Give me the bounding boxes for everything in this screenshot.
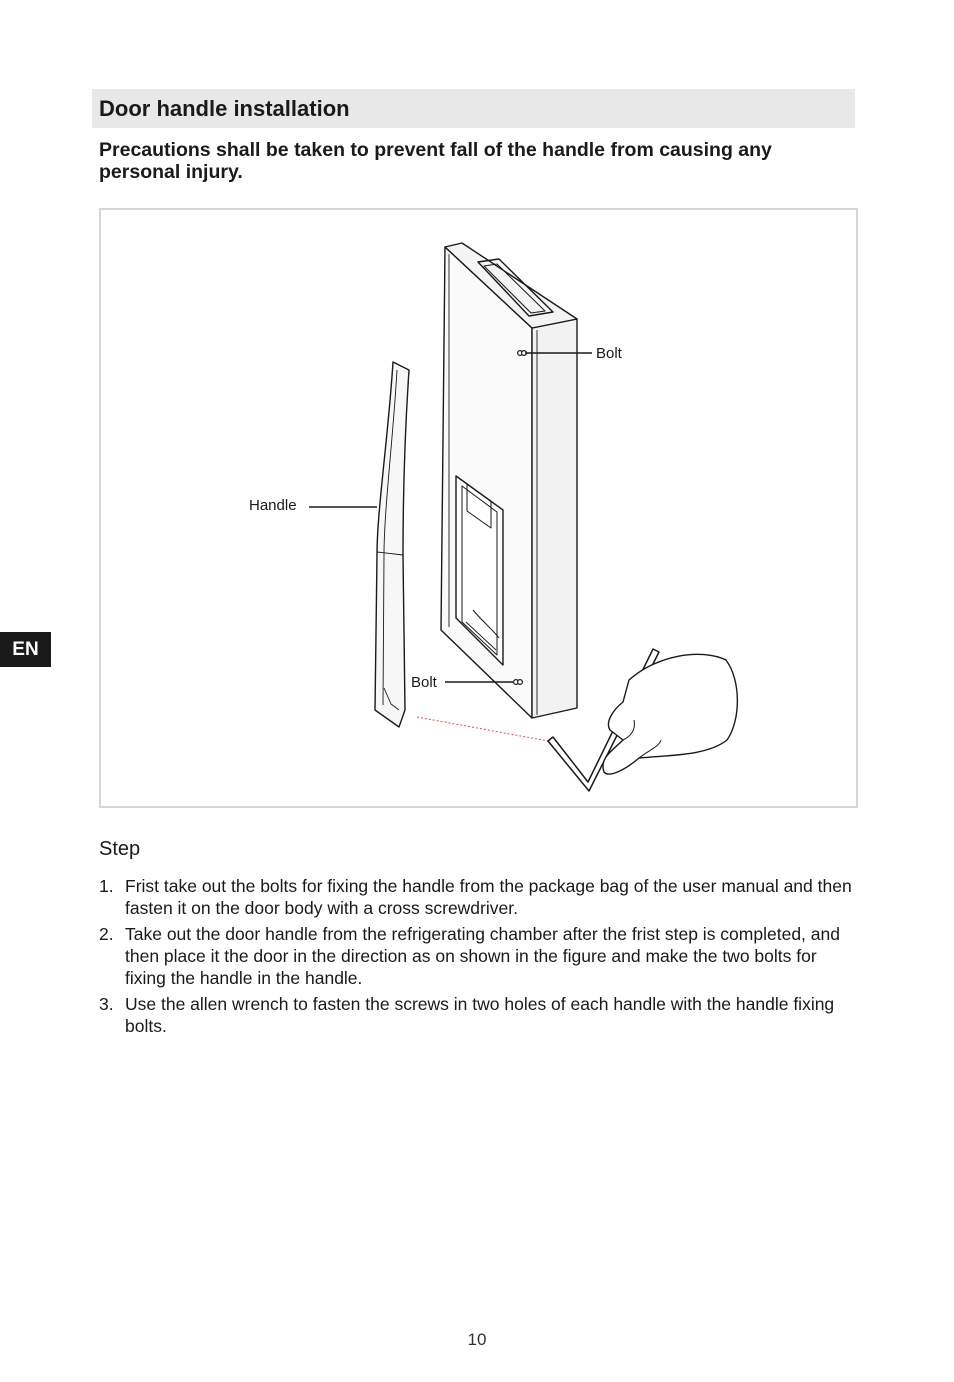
handle-label: Handle <box>249 497 297 514</box>
step-text: Use the allen wrench to fasten the screws in two holes of each handle with the handle fixing bolts. <box>125 994 835 1036</box>
bolt-bottom-label: Bolt <box>411 674 437 691</box>
step-number: 1. <box>99 876 114 896</box>
precaution-text: Precautions shall be taken to prevent fall of the handle from causing any personal injury. <box>99 139 772 183</box>
hand-icon <box>603 654 737 774</box>
step-item <box>99 993 859 1037</box>
step-text: Frist take out the bolts for fixing the handle from the package bag of the user manual and then fasten it on the door body with a cross screwdriver. <box>125 876 852 918</box>
page-number: 10 <box>467 1330 487 1349</box>
door-panel-icon <box>441 243 577 718</box>
installation-figure <box>99 208 858 808</box>
installation-diagram <box>101 210 856 806</box>
section-header-bar <box>92 89 855 128</box>
door-handle-icon <box>375 362 409 727</box>
steps-list <box>99 875 859 1041</box>
guide-line <box>417 717 548 741</box>
step-item <box>99 923 859 989</box>
language-tab: EN <box>0 632 51 667</box>
bolt-top-label: Bolt <box>596 345 622 362</box>
step-heading: Step <box>99 838 141 860</box>
step-item <box>99 875 859 919</box>
step-number: 2. <box>99 924 114 944</box>
step-number: 3. <box>99 994 114 1014</box>
step-text: Take out the door handle from the refrigerating chamber after the frist step is completed, and then place it the door in the direction as on shown in the figure and make the two bolts for fixing the handle in the handle. <box>125 924 840 988</box>
section-title: Door handle installation <box>99 96 350 121</box>
